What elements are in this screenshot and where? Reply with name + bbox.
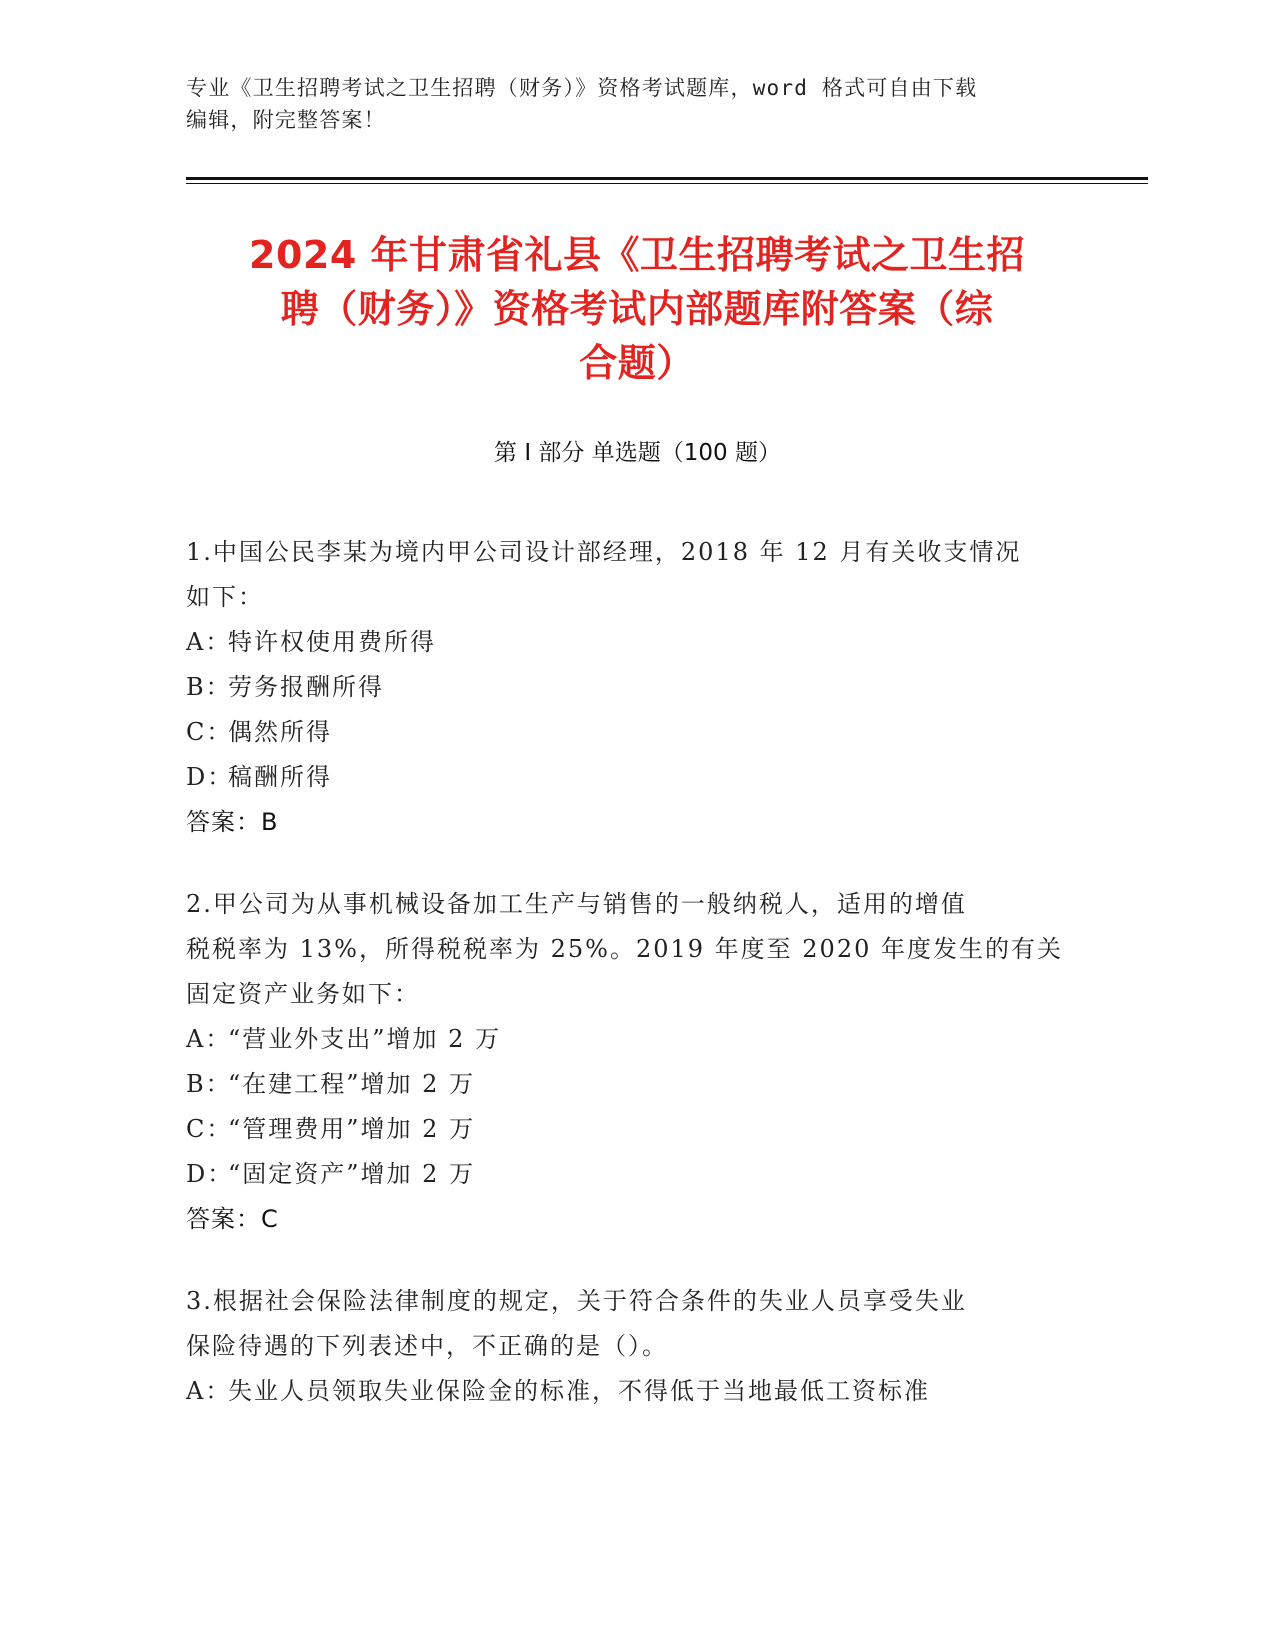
question-item (186, 882, 1086, 1242)
option-b (186, 1062, 1086, 1107)
answer-line: 答案：B (186, 808, 279, 836)
option-a (186, 1017, 1086, 1062)
option-text: “营业外支出”增加 2 万 (228, 1025, 502, 1053)
question-stem: 如下： (186, 583, 264, 611)
title-line: 聘（财务）》资格考试内部题库附答案（综 (280, 287, 994, 331)
answer-line: 答案：C (186, 1205, 279, 1233)
option-a (186, 1369, 1086, 1414)
header-divider-thin (186, 183, 1148, 184)
document-title (176, 228, 1098, 390)
option-text: 偶然所得 (228, 718, 332, 746)
option-d (186, 1152, 1086, 1197)
question-stem: 2.甲公司为从事机械设备加工生产与销售的一般纳税人，适用的增值 (186, 890, 967, 918)
question-item (186, 530, 1086, 845)
option-text: 失业人员领取失业保险金的标准，不得低于当地最低工资标准 (228, 1377, 930, 1405)
header-divider-thick (186, 177, 1148, 180)
option-text: “在建工程”增加 2 万 (228, 1070, 476, 1098)
option-key: A： (186, 628, 232, 656)
option-c (186, 1107, 1086, 1152)
title-line: 合题） (579, 341, 695, 385)
question-stem: 税税率为 13%，所得税税率为 25%。2019 年度至 2020 年度发生的有关 (186, 935, 1063, 963)
header-note (186, 72, 1066, 136)
header-note-line: 专业《卫生招聘考试之卫生招聘（财务）》资格考试题库，word 格式可自由下载 (186, 76, 978, 100)
question-list (186, 530, 1086, 1451)
option-a (186, 620, 1086, 665)
question-item (186, 1279, 1086, 1414)
question-stem: 1.中国公民李某为境内甲公司设计部经理，2018 年 12 月有关收支情况 (186, 538, 1022, 566)
option-text: 劳务报酬所得 (228, 673, 384, 701)
option-text: “固定资产”增加 2 万 (228, 1160, 476, 1188)
option-key: D： (186, 763, 234, 791)
title-line: 2024 年甘肃省礼县《卫生招聘考试之卫生招 (249, 233, 1025, 277)
option-key: B： (186, 1070, 232, 1098)
option-key: D： (186, 1160, 234, 1188)
option-text: 稿酬所得 (228, 763, 332, 791)
option-key: C： (186, 1115, 233, 1143)
option-key: C： (186, 718, 233, 746)
option-key: B： (186, 673, 232, 701)
question-stem: 保险待遇的下列表述中，不正确的是（）。 (186, 1332, 668, 1360)
header-note-line: 编辑，附完整答案！ (186, 108, 386, 132)
option-key: A： (186, 1377, 232, 1405)
option-text: 特许权使用费所得 (228, 628, 436, 656)
option-c (186, 710, 1086, 755)
option-text: “管理费用”增加 2 万 (228, 1115, 476, 1143)
question-stem: 固定资产业务如下： (186, 980, 420, 1008)
option-d (186, 755, 1086, 800)
question-stem: 3.根据社会保险法律制度的规定，关于符合条件的失业人员享受失业 (186, 1287, 967, 1315)
section-heading: 第 I 部分 单选题（100 题） (494, 440, 781, 466)
option-key: A： (186, 1025, 232, 1053)
option-b (186, 665, 1086, 710)
